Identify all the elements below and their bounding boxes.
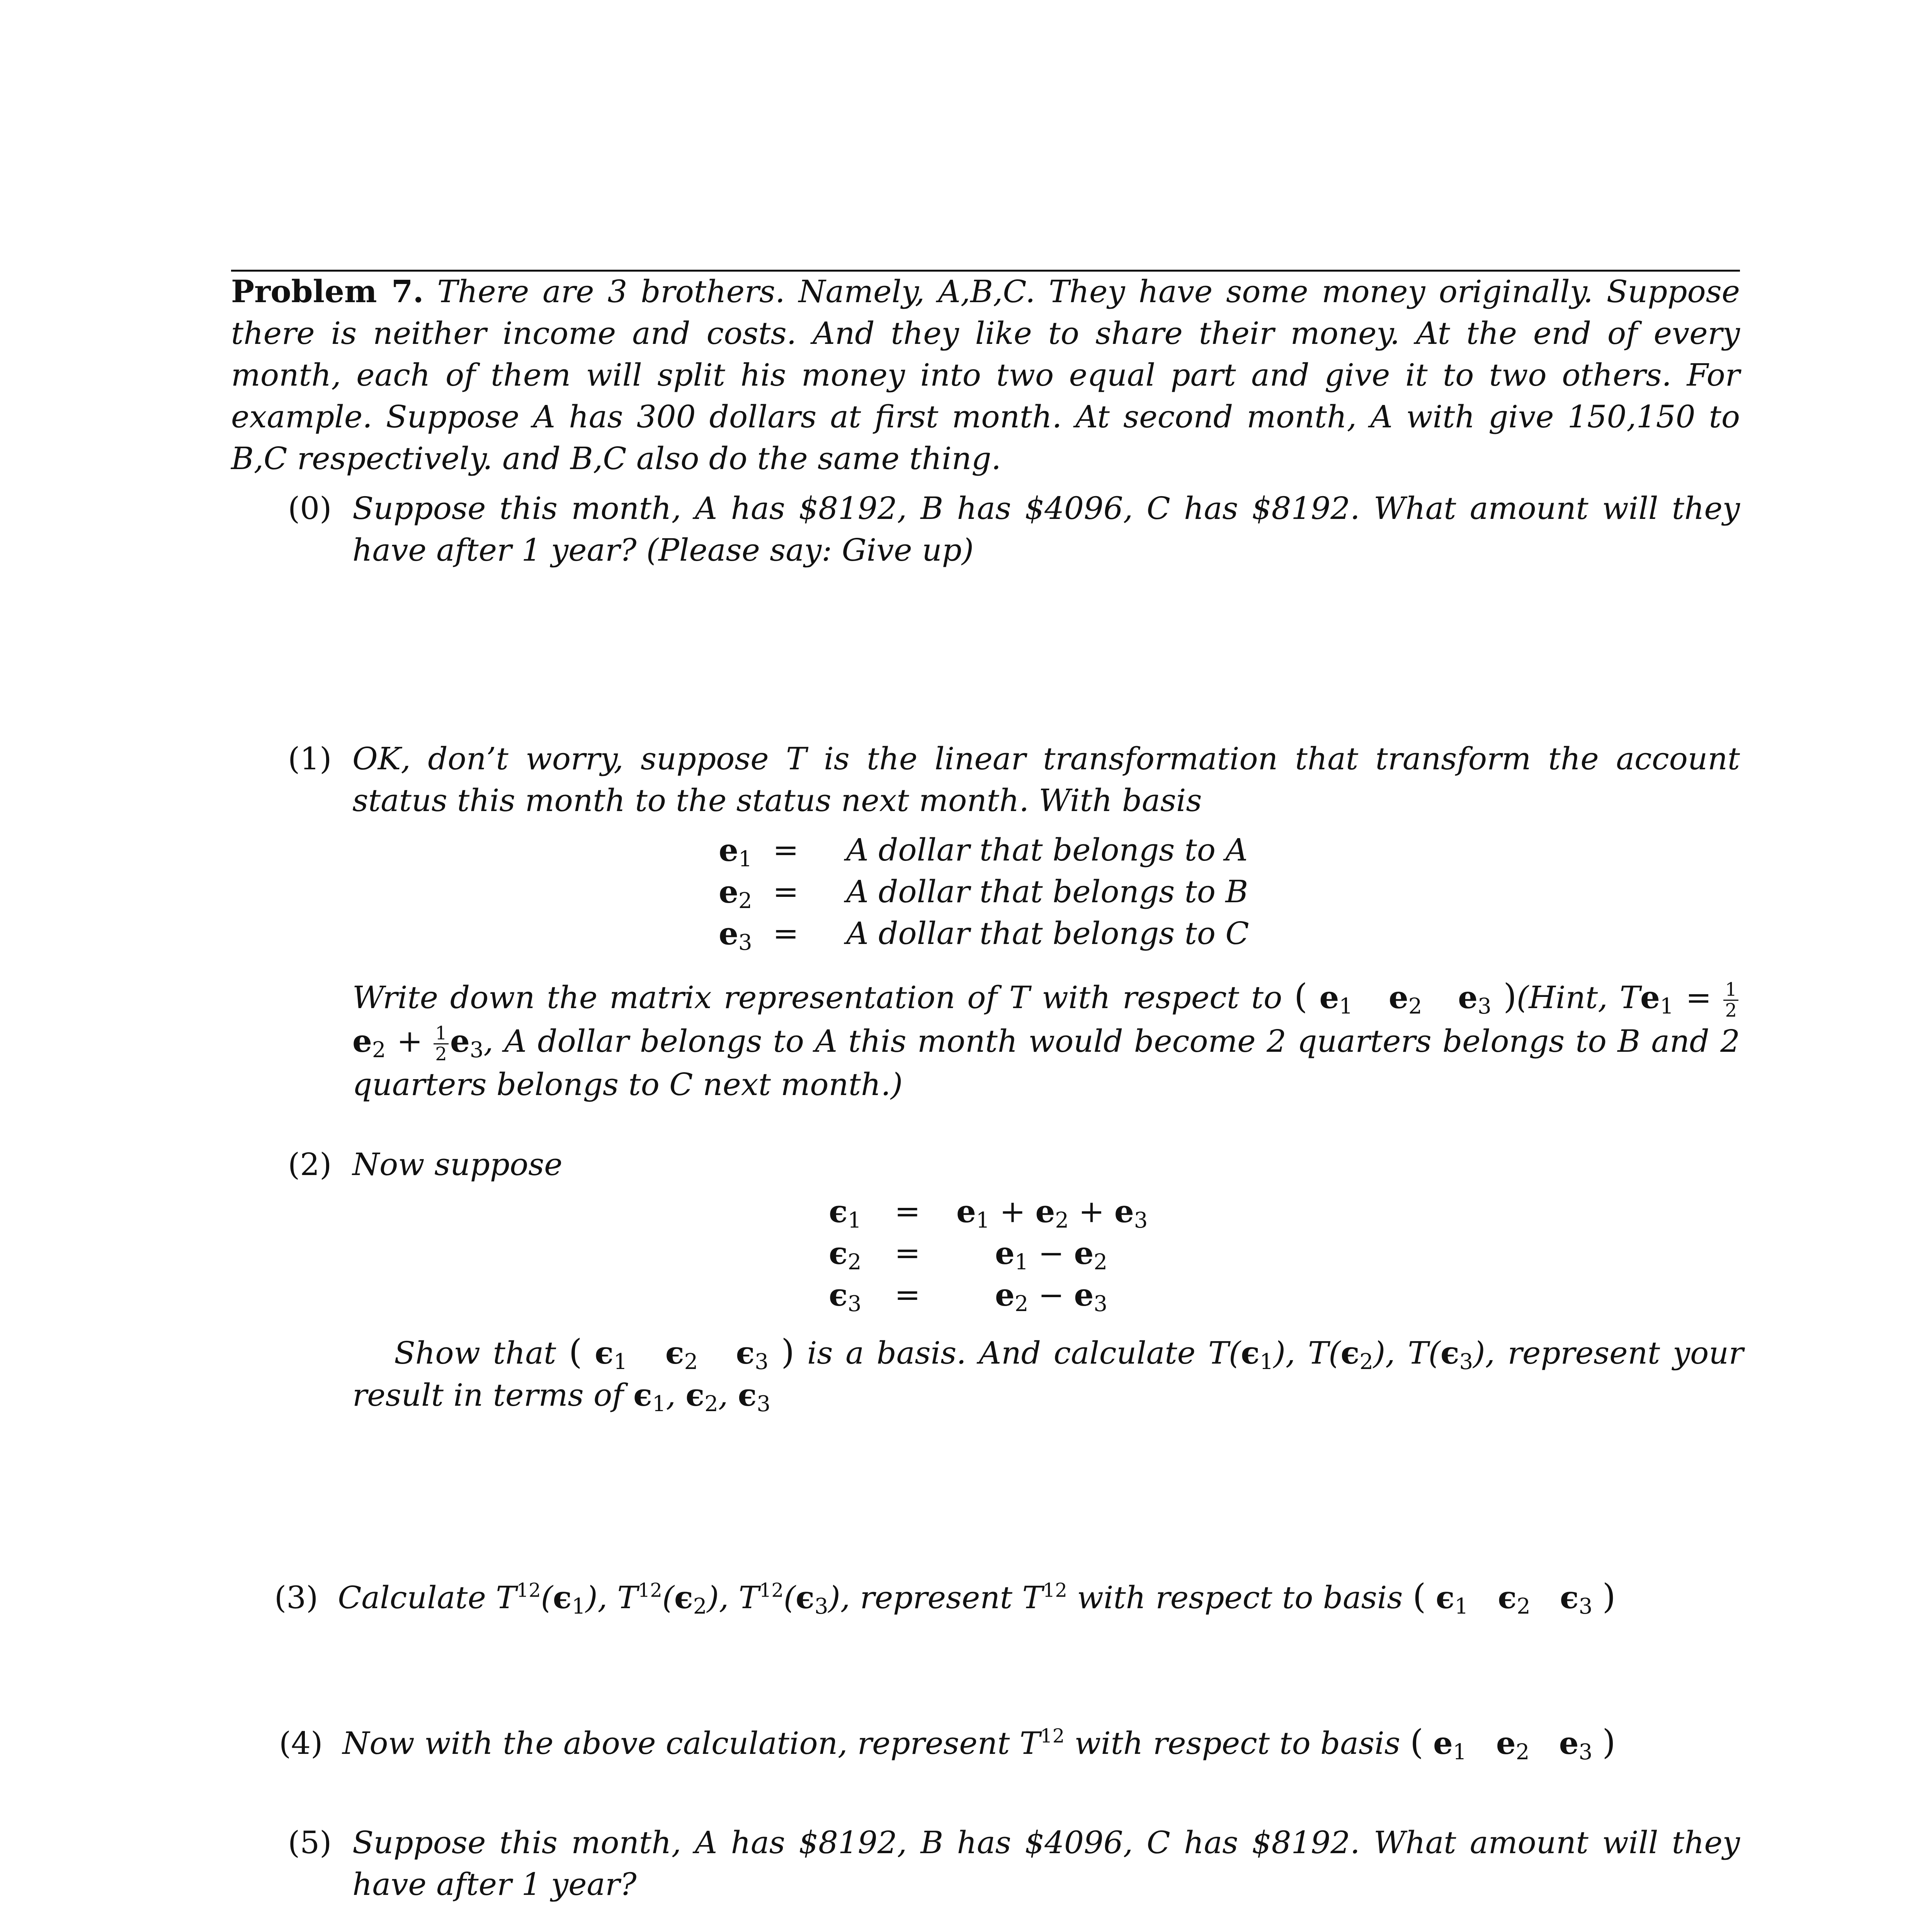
basis-rhs-3: A dollar that belongs to C (846, 915, 1249, 951)
problem-heading: Problem 7. (231, 273, 424, 310)
part-2-show-c: represent your result in terms of (352, 1335, 1744, 1413)
part-3-text-a: Calculate (338, 1580, 486, 1616)
part-2-show-b: is a basis. And calculate (807, 1335, 1196, 1371)
part-3-text-c: with respect to basis (1077, 1580, 1403, 1616)
part-1-followup-b: (Hint, T (1517, 980, 1640, 1015)
part-3: (3) Calculate $T^{12}(\epsilon_1)$, $T^{12}(\epsilon_2)$, $T^{12}(\epsilon_3)$, represent $T^{12}$ with respect to basis ( $\epsilon_1$ $\epsilon_2$ $\epsilon_3$ ) (274, 1577, 1616, 1619)
part-4: (4) Now with the above calculation, represent $T^{12}$ with respect to basis ( $e_1$ $e_2$ $e_3$ ) (279, 1722, 1616, 1765)
part-0-text: Suppose this month, A has $8192, B has $4096, C has $8192. What amount will they have after 1 year? (Please say: Give up) (352, 490, 1740, 568)
part-5-label: (5) (288, 1825, 332, 1861)
basis-rhs-2: A dollar that belongs to B (846, 874, 1248, 910)
part-3-label: (3) (274, 1580, 318, 1616)
part-1-followup-a: Write down the matrix representation of T with respect to (352, 980, 1282, 1015)
part-1-label: (1) (288, 741, 332, 777)
part-0-label: (0) (288, 490, 332, 526)
part-1-followup-c: , A dollar belongs to A this month would become 2 quarters belongs to B and 2 quarters belongs to C next month.) (352, 1023, 1740, 1102)
part-2-text: Now suppose (352, 1146, 563, 1182)
problem-statement: There are 3 brothers. Namely, A,B,C. They have some money originally. Suppose there is neither income and costs. And they like to share their money. At the end of every month, each of them will split his money into two equal part and give it to two others. For example. Suppose A has 300 dollars at first month. At second month, A with give 150,150 to B,C respectively. and B,C also do the same thing. (231, 274, 1740, 476)
part-2-show-a: Show that (394, 1335, 556, 1371)
part-4-text-a: Now with the above calculation, represent (342, 1725, 1010, 1761)
part-4-label: (4) (279, 1725, 323, 1761)
part-3-text-b: represent (860, 1580, 1013, 1616)
part-4-text-b: with respect to basis (1074, 1725, 1400, 1761)
basis-rhs-1: A dollar that belongs to A (846, 832, 1248, 868)
problem-intro (231, 270, 1740, 480)
document-page: Problem 7. There are 3 brothers. Namely, A,B,C. They have some money originally. Suppose there is neither income and costs. And they like to share their money. At the end of every month, each of them will split his money into two equal part and give it to two others. For example. Suppose A has 300 dollars at first month. At second month, A with give 150,150 to B,C respectively. and B,C also do the same thing. (0) Suppose this month, A has $8192, B has $4096, C has $8192. What amount will they have after 1 year? (Please say: Give up) (1) OK, don’t worry, suppose T is the linear transformation that transform the account status this month to the status next month. With basis $e_1$ = A dollar that belongs to A $e_2$ = A dollar that belongs to B $e_3$ = A dollar that belongs to C Write down the matrix representation of T with respect to ( $e_1$ $e_2$ $e_3$ )(Hint, $Te_1$ = $\frac{1}{2}$ $e_2$ + $\frac{1}{2}$ $e_3$, A dollar belongs to A this month would become 2 quarters belongs to B and 2 quarters belongs to C next month.) (2) Now suppose $\epsilon_1$ = $e_1 + e_2 + e_3$ $\epsilon_2$ = $e_1 - e_2$ $\epsilon_3$ = $e_2 - e_3$ Show that ( $\epsilon_1$ $\epsilon_2$ $\epsilon_3$ ) is a basis. And calculate $T(\epsilon_1)$, $T(\epsilon_2)$, $T(\epsilon_3)$, represent your result in terms of $\epsilon_1$, $\epsilon_2$, $\epsilon_3$ (3) Calculate $T^{12}(\epsilon_1)$, $T^{12}(\epsilon_2)$, $T^{12}(\epsilon_3)$, represent $T^{12}$ with respect to basis ( $\epsilon_1$ $\epsilon_2$ $\epsilon_3$ ) (4) Now with the above calculation, represent $T^{12}$ with respect to basis ( $e_1$ $e_2$ $e_3$ ) (5) Suppose this month, A has $8192, B has $4096, C has $8192. What amount will they have after 1 year? (0, 0, 1932, 1932)
part-1-text: OK, don’t worry, suppose T is the linear transformation that transform the account status this month to the status next month. With basis (352, 741, 1740, 818)
part-2-show: Show that ( $\epsilon_1$ $\epsilon_2$ $\epsilon_3$ ) is a basis. And calculate $T(\epsilon_1)$, $T(\epsilon_2)$, $T(\epsilon_3)$, represent your result in terms of $\epsilon_1$, $\epsilon_2$, $\epsilon_3$ (352, 1332, 1744, 1417)
part-2-label: (2) (288, 1146, 332, 1182)
part-1-followup: Write down the matrix representation of T with respect to ( $e_1$ $e_2$ $e_3$ )(Hint, $Te_1$ = $\frac{1}{2}$ $e_2$ + $\frac{1}{2}$ $e_3$, A dollar belongs to A this month would become 2 quarters belongs to B and 2 quarters belongs to C next month.) (352, 976, 1740, 1102)
part-5-text: Suppose this month, A has $8192, B has $4096, C has $8192. What amount will they have after 1 year? (352, 1825, 1740, 1902)
